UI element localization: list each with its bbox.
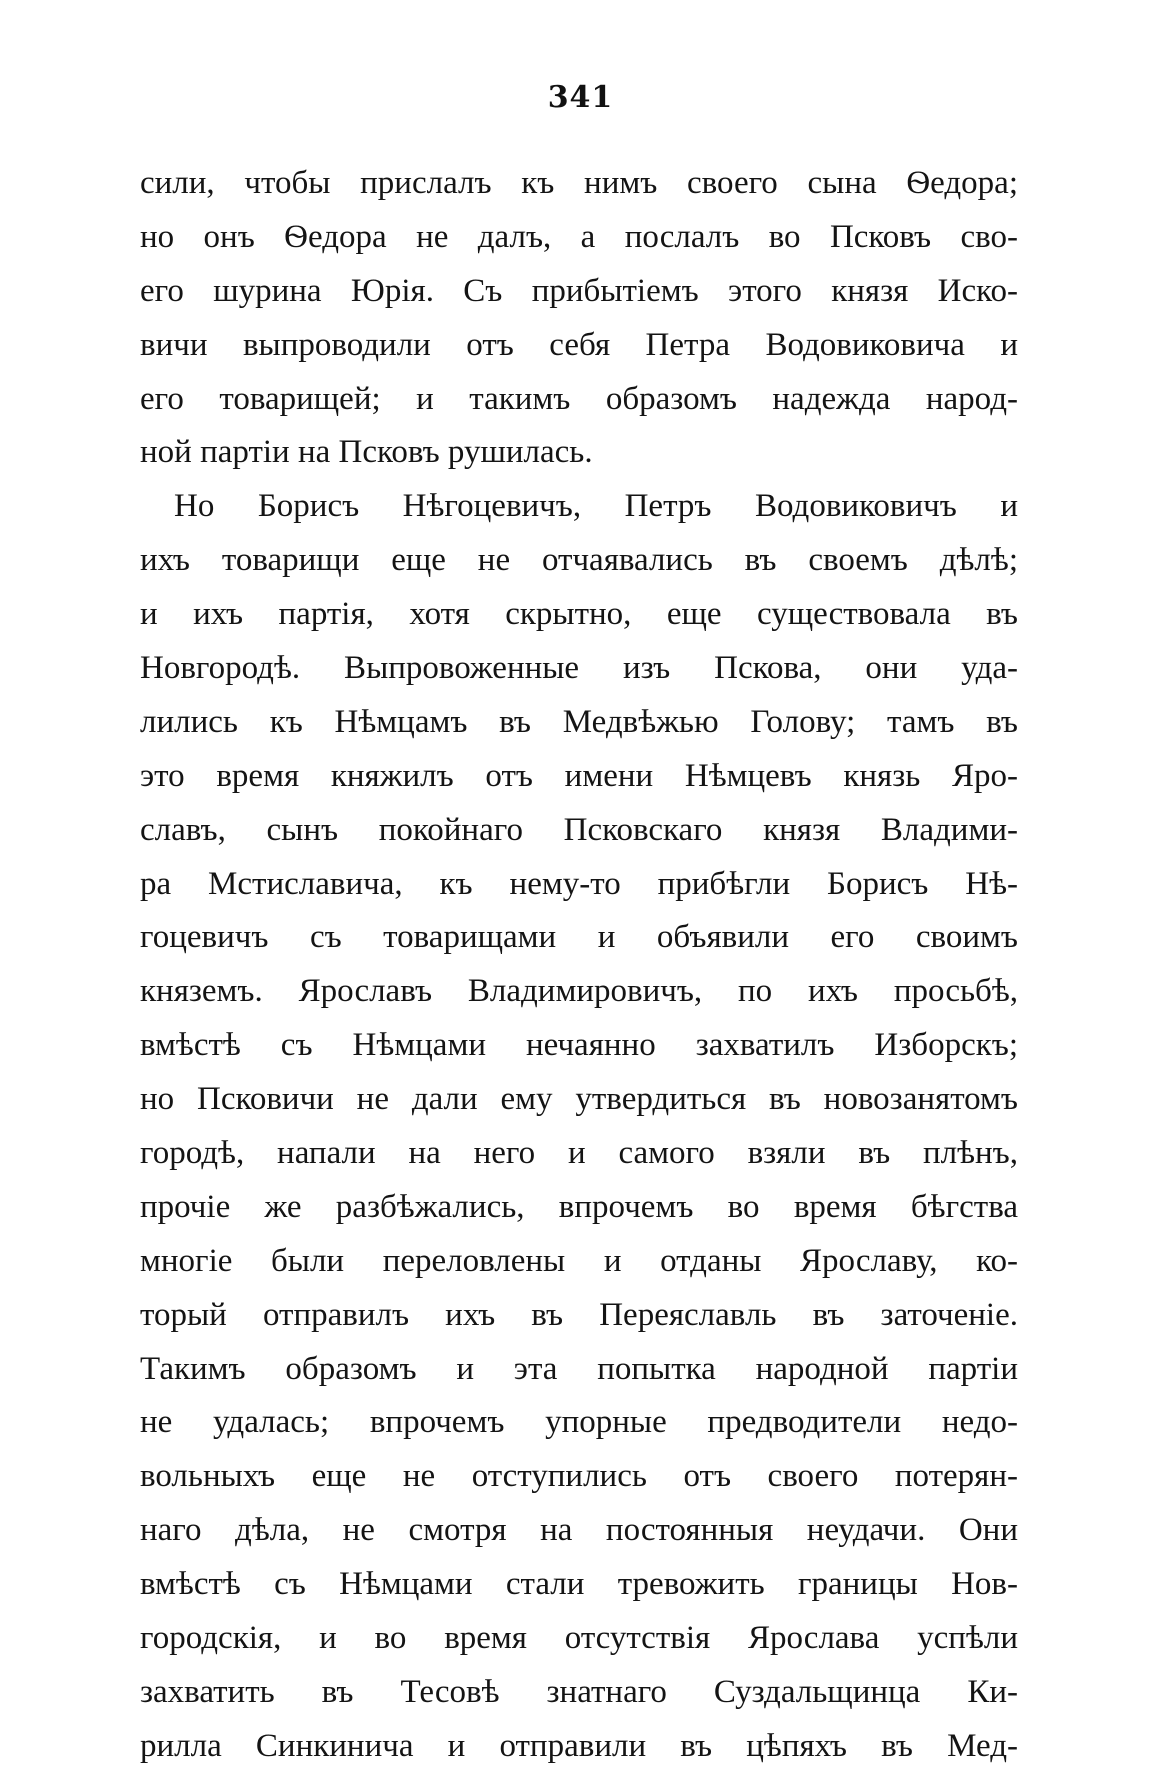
text-line: торый отправилъ ихъ въ Переяславль въ заточеніе.	[140, 1296, 1018, 1333]
text-line: вичи выпроводили отъ себя Петра Водовиковича и	[140, 326, 1018, 363]
text-line: прочіе же разбѣжались, впрочемъ во время бѣгства	[140, 1188, 1018, 1225]
text-line: его товарищей; и такимъ образомъ надежда народ-	[140, 380, 1018, 417]
text-line: и ихъ партія, хотя скрытно, еще существовала въ	[140, 596, 1018, 633]
text-line: Такимъ образомъ и эта попытка народной партіи	[140, 1350, 1018, 1387]
text-line: ихъ товарищи еще не отчаявались въ своемъ дѣлѣ;	[140, 542, 1018, 579]
text-line: но онъ Ѳедора не далъ, а послалъ во Псковъ сво-	[140, 218, 1018, 255]
text-line: его шурина Юрія. Съ прибытіемъ этого князя Иско-	[140, 272, 1018, 309]
text-line: гоцевичъ съ товарищами и объявили его своимъ	[140, 919, 1018, 956]
text-line: вмѣстѣ съ Нѣмцами стали тревожить границы Нов-	[140, 1566, 1018, 1603]
text-line: это время княжилъ отъ имени Нѣмцевъ князь Яро-	[140, 757, 1018, 794]
text-line: захватить въ Тесовѣ знатнаго Суздальщинца Ки-	[140, 1673, 1018, 1710]
page-number: 341	[547, 80, 614, 115]
paragraph-start-line: Но Борисъ Нѣгоцевичъ, Петръ Водовиковичъ и	[174, 488, 1018, 525]
text-line: славъ, сынъ покойнаго Псковскаго князя Владими-	[140, 811, 1018, 848]
text-line: сили, чтобы прислалъ къ нимъ своего сына Ѳедора;	[140, 165, 1018, 201]
text-line: княземъ. Ярославъ Владимировичъ, по ихъ просьбѣ,	[140, 973, 1018, 1010]
text-line: многіе были переловлены и отданы Ярославу, ко-	[140, 1242, 1018, 1279]
text-line: городскія, и во время отсутствія Ярослава успѣли	[140, 1620, 1018, 1657]
text-line: Новгородѣ. Выпровоженные изъ Пскова, они уда-	[140, 650, 1018, 687]
text-line: наго дѣла, не смотря на постоянныя неудачи. Они	[140, 1512, 1018, 1549]
text-line: не удалась; впрочемъ упорные предводители недо-	[140, 1404, 1018, 1441]
text-line: вмѣстѣ съ Нѣмцами нечаянно захватилъ Изборскъ;	[140, 1027, 1018, 1064]
text-line: ра Мстиславича, къ нему-то прибѣгли Борисъ Нѣ-	[140, 865, 1018, 902]
text-line: вольныхъ еще не отступились отъ своего потерян-	[140, 1458, 1018, 1495]
text-line: городѣ, напали на него и самого взяли въ плѣнъ,	[140, 1135, 1018, 1172]
text-line: лились къ Нѣмцамъ въ Медвѣжью Голову; тамъ въ	[140, 703, 1018, 740]
text-line: ной партіи на Псковъ рушилась.	[140, 434, 593, 471]
body-text	[140, 157, 1018, 1774]
text-line: но Псковичи не дали ему утвердиться въ новозанятомъ	[140, 1081, 1018, 1118]
text-line: рилла Синкинича и отправили въ цѣпяхъ въ Мед-	[140, 1727, 1018, 1764]
